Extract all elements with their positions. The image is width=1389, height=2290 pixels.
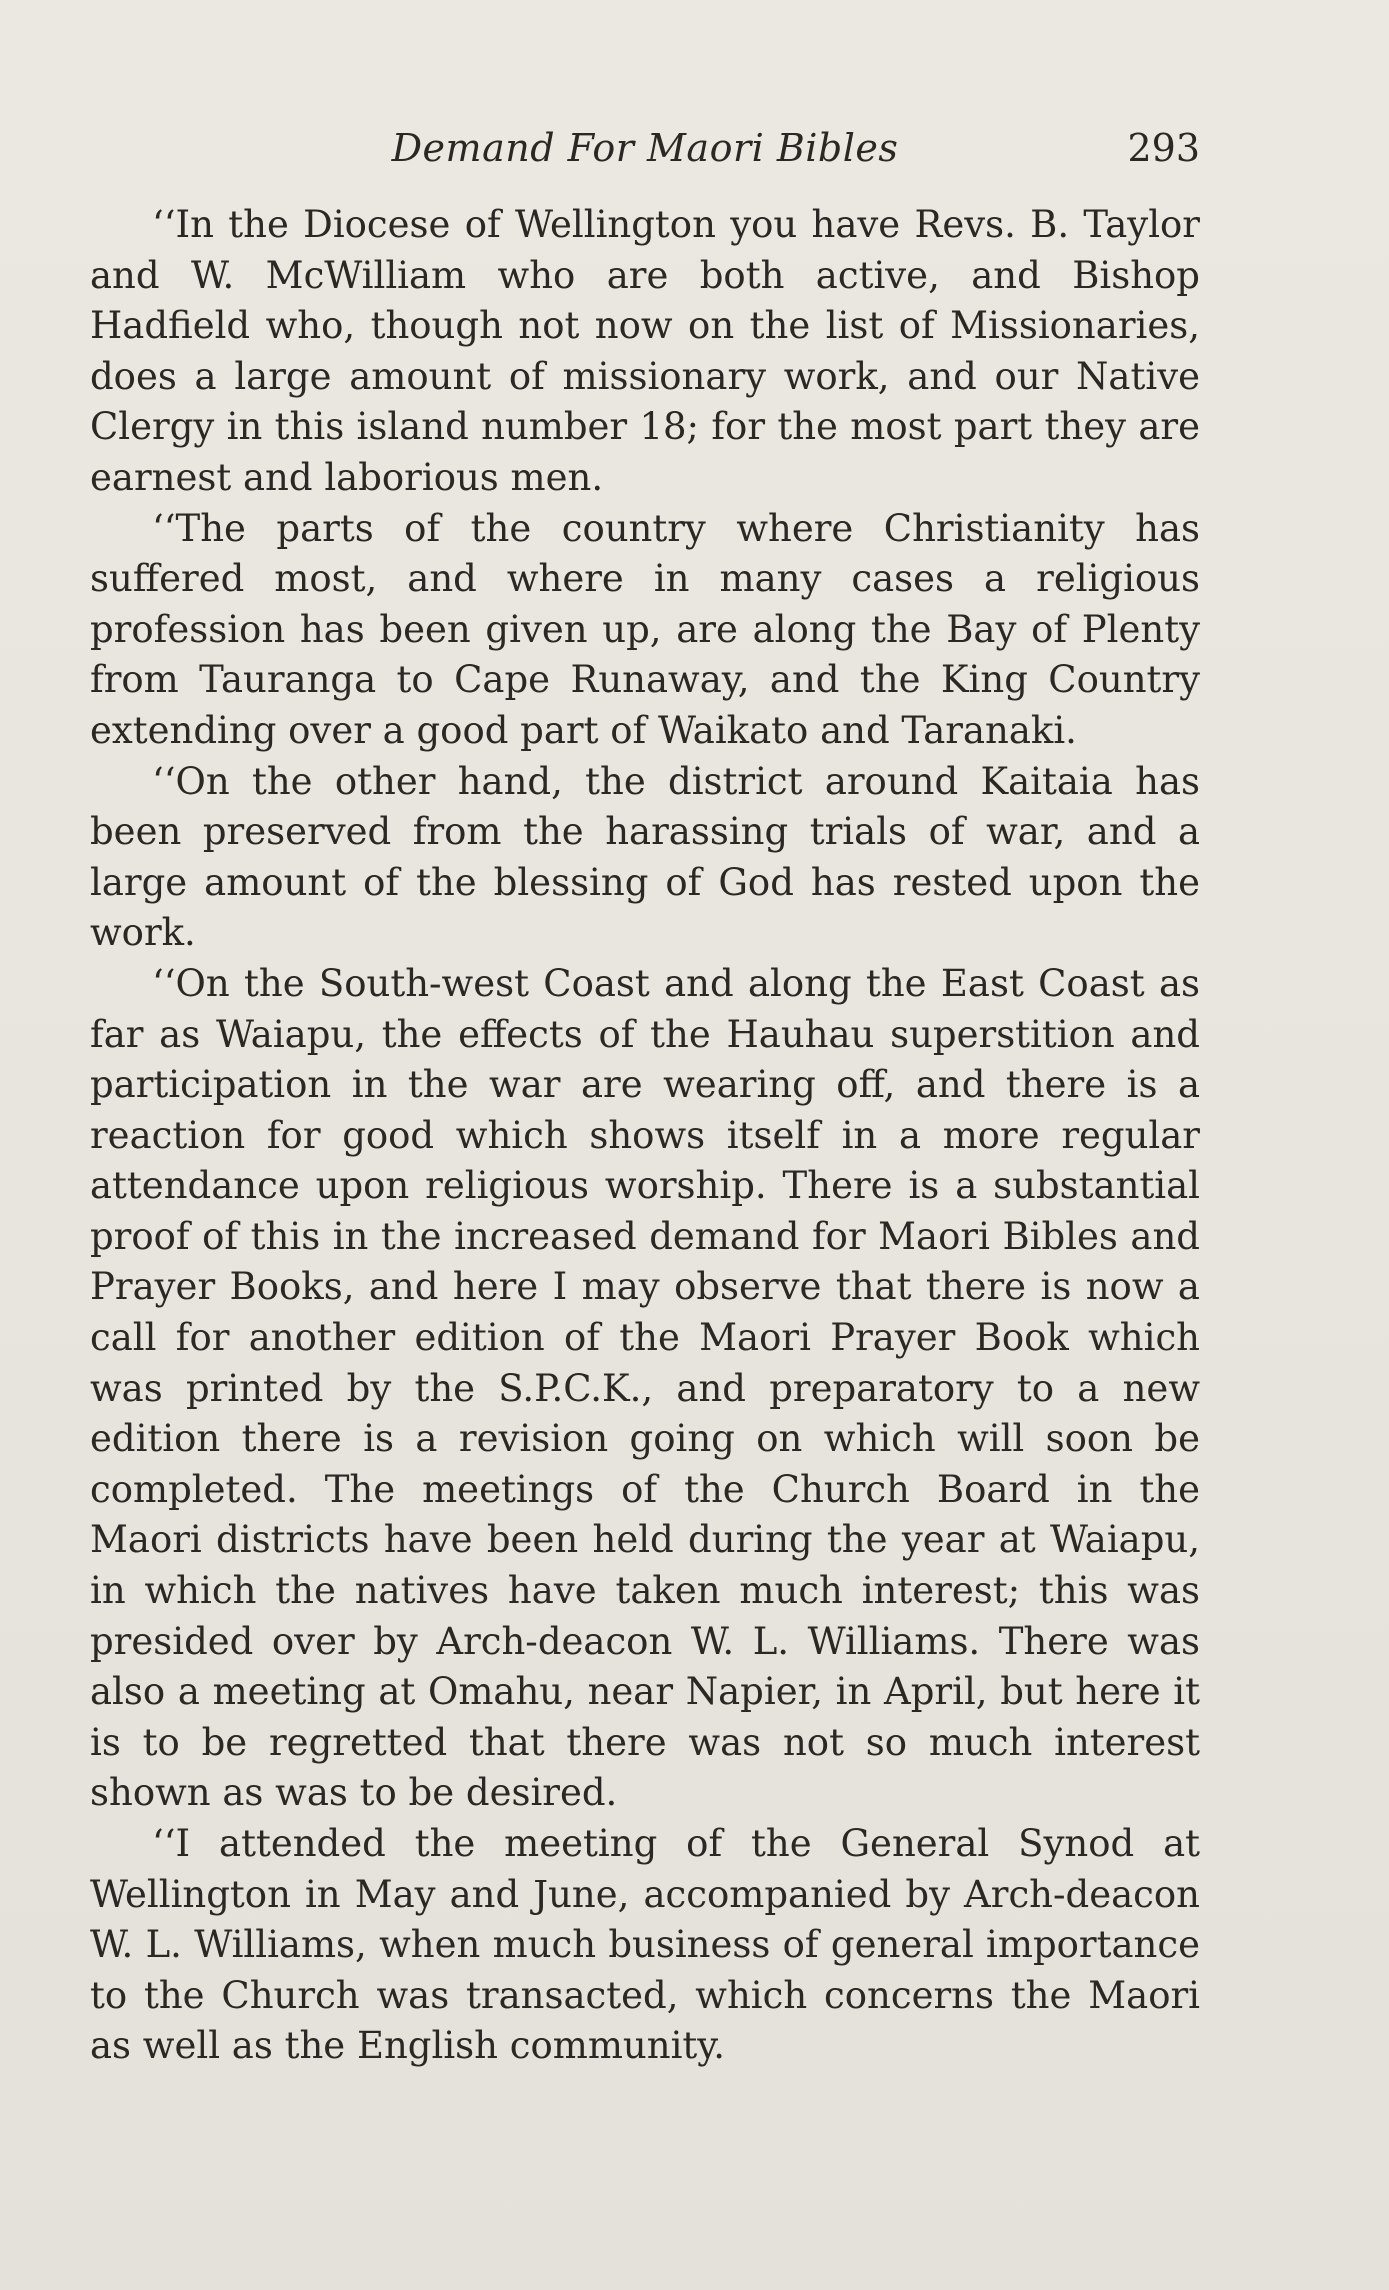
- body-text: [90, 200, 1200, 2072]
- paragraph-kaitaia: ‘‘On the other hand, the district around Kaitaia has been preserved from the harassing trials of war, and a large amount of the blessing of God has rested upon the work.: [90, 759, 1200, 955]
- running-head: [90, 118, 1200, 178]
- page-number: 293: [1127, 126, 1200, 170]
- running-title: Demand For Maori Bibles: [391, 126, 899, 170]
- paragraph-general-synod: ‘‘I attended the meeting of the General Synod at Wellington in May and June, accompanied by Arch-deacon W. L. Williams, when much business of general importance to the Church was transacted, which concerns the Maori as well as the English community.: [90, 1822, 1200, 2068]
- paragraph-christianity-suffered: ‘‘The parts of the country where Christianity has suffered most, and where in many cases a religious profession has been given up, are along the Bay of Plenty from Tauranga to Cape Runaway, and the King Country extending over a good part of Waikato and Taranaki.: [90, 506, 1200, 752]
- paragraph-east-coast: ‘‘On the South-west Coast and along the East Coast as far as Waiapu, the effects of the Hauhau superstition and participation in the war are wearing off, and there is a reaction for good which shows itself in a more regular attendance upon religious worship. There is a substantial proof of this in the increased demand for Maori Bibles and Prayer Books, and here I may observe that there is now a call for another edition of the Maori Prayer Book which was printed by the S.P.C.K., and preparatory to a new edition there is a revision going on which will soon be completed. The meetings of the Church Board in the Maori districts have been held during the year at Waiapu, in which the natives have taken much interest; this was presided over by Arch-deacon W. L. Williams. There was also a meeting at Omahu, near Napier, in April, but here it is to be regretted that there was not so much interest shown as was to be desired.: [90, 961, 1200, 1815]
- paragraph-diocese-wellington: ‘‘In the Diocese of Wellington you have Revs. B. Taylor and W. McWilliam who are both active, and Bishop Hadfield who, though not now on the list of Missionaries, does a large amount of missionary work, and our Native Clergy in this island number 18; for the most part they are earnest and laborious men.: [90, 203, 1200, 499]
